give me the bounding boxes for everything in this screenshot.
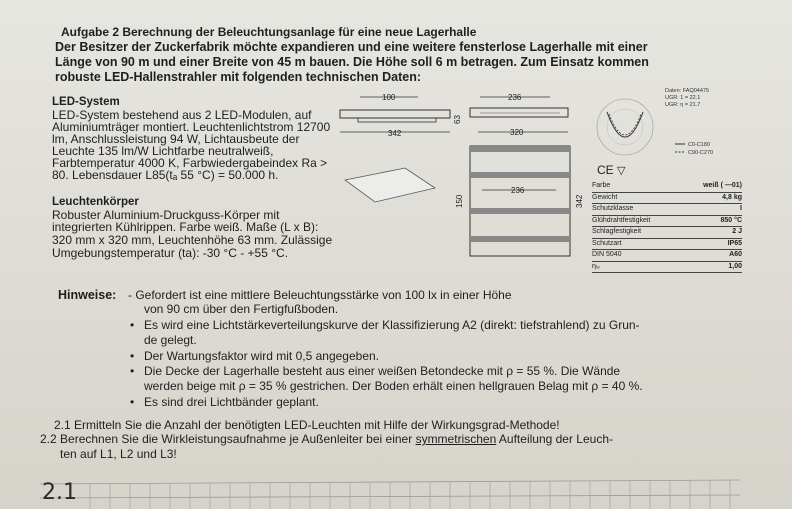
dim-63-label: 63	[453, 115, 462, 124]
dim-236-mid-label: 236	[511, 186, 525, 195]
housing-line-3: 320 mm x 320 mm, Leuchtenhöhe 63 mm. Zulässige	[52, 233, 333, 247]
spec-row: Farbe weiß ( —01)	[592, 181, 742, 193]
led-system-line-4: Leuchte 135 lm/W Lichtfarbe neutralweiß,	[52, 144, 274, 158]
dim-150-label: 150	[455, 194, 464, 208]
spec-row: Schlagfestigkeit 2 J	[592, 227, 742, 239]
hint-4: • Die Decke der Lagerhalle besteht aus einer weißen Betondecke mit ρ = 55 %. Die Wände	[144, 364, 620, 378]
dim-320-label: 320	[510, 128, 524, 137]
hint-2-cont: de gelegt.	[144, 333, 197, 347]
housing-line-2: integrierten Kühlrippen. Farbe weiß. Maße (L x B):	[52, 220, 319, 234]
polar-ring-inner	[607, 109, 643, 145]
perspective-view	[345, 168, 435, 202]
answer-grid	[40, 478, 740, 509]
dim-342-vert-label: 342	[575, 194, 584, 208]
polar-note-2: UGR: 1 = 22.1	[665, 95, 701, 101]
dim-342-side-label: 342	[388, 129, 402, 138]
polar-curve-c0	[607, 112, 643, 137]
spec-row: Glühdrahtfestigkeit 850 °C	[592, 216, 742, 228]
plan-fins-4	[470, 236, 570, 242]
polar-note-1: Daten: FAQ04475	[665, 88, 710, 94]
hints-label: Hinweise:	[58, 288, 117, 302]
ve-mark: ▽	[617, 165, 626, 177]
led-system-heading: LED-System	[52, 96, 120, 108]
hint-3: • Der Wartungsfaktor wird mit 0,5 angegeben.	[144, 349, 379, 363]
dim-100-label: 100	[382, 93, 396, 102]
spec-table	[592, 181, 742, 273]
spec-row: Schutzart IP65	[592, 239, 742, 251]
polar-curve-c90	[609, 114, 641, 135]
led-system-line-5: Farbtemperatur 4000 K, Farbwiedergabeindex Ra >	[52, 156, 328, 170]
hint-1-cont: von 90 cm über den Fertigfußboden.	[144, 302, 339, 316]
grid-verticals	[90, 480, 730, 509]
led-system-line-3: lm, Anschlussleistung 94 W, Lichtausbeute der	[52, 132, 300, 146]
legend-label-2: C90-C270	[688, 150, 714, 156]
intro-line-2: Länge von 90 m und einer Breite von 45 m bauen. Die Höhe soll 6 m betragen. Zum Einsatz kommen	[55, 55, 649, 69]
spec-row: Gewicht 4,8 kg	[592, 193, 742, 205]
task-2-2-cont: ten auf L1, L2 und L3!	[60, 447, 177, 461]
housing-line-4: Umgebungstemperatur (ta): -30 °C - +55 °C.	[52, 246, 289, 260]
task-2-1: 2.1 Ermitteln Sie die Anzahl der benötigten LED-Leuchten mit Hilfe der Wirkungsgrad-Methode!	[54, 418, 560, 432]
dim-236-top-label: 236	[508, 93, 522, 102]
led-system-line-6: 80. Lebensdauer L85(tₐ 55 °C) = 50.000 h.	[52, 168, 279, 182]
spec-row: ηₗₒ 1,00	[592, 262, 742, 274]
task-title: Aufgabe 2 Berechnung der Beleuchtungsanlage für eine neue Lagerhalle	[61, 25, 477, 39]
intro-line-3: robuste LED-Hallenstrahler mit folgenden technischen Daten:	[55, 70, 422, 84]
hint-2: • Es wird eine Lichtstärkeverteilungskurve der Klassifizierung A2 (direkt: tiefstrahlend) zu Grun-	[144, 318, 640, 332]
luminaire-drawing	[330, 80, 600, 280]
hint-4-cont: werden beige mit ρ = 35 % gestrichen. Der Boden erhält einen hellgrauen Belag mit ρ = 40 %.	[144, 379, 643, 393]
polar-ring-outer	[597, 99, 653, 155]
hint-1: - Gefordert ist eine mittlere Beleuchtungsstärke von 100 lx in einer Höhe	[128, 288, 512, 302]
plan-fins-3	[470, 208, 570, 214]
intro-line-1: Der Besitzer der Zuckerfabrik möchte expandieren und eine weitere fensterlose Lagerhalle mit einer	[55, 40, 648, 54]
legend-label-1: C0-C180	[688, 142, 711, 148]
plan-fins-1	[470, 146, 570, 152]
front-view-body	[470, 108, 568, 117]
spec-row: DIN 5040 A60	[592, 250, 742, 262]
spec-row: Schutzklasse I	[592, 204, 742, 216]
housing-heading: Leuchtenkörper	[52, 196, 139, 208]
led-system-line-2: Aluminiumträger montiert. Leuchtenlichtstrom 12700	[52, 120, 331, 134]
side-view-body	[340, 110, 450, 118]
housing-line-1: Robuster Aluminium-Druckguss-Körper mit	[52, 208, 280, 222]
side-view-fins	[358, 118, 436, 122]
ce-mark: CE	[597, 163, 614, 177]
task-2-2: 2.2 Berechnen Sie die Wirkleistungsaufnahme je Außenleiter bei einer symmetrischen Aufteilung der Leuch-	[40, 432, 613, 446]
polar-diagram	[595, 82, 745, 177]
polar-note-3: UGR: η = 21.7	[665, 102, 701, 108]
handwritten-answer: 2.1	[42, 480, 77, 505]
plan-fins-2	[470, 172, 570, 178]
led-system-line-1: LED-System bestehend aus 2 LED-Modulen, auf	[52, 108, 312, 122]
hint-5: • Es sind drei Lichtbänder geplant.	[144, 395, 319, 409]
